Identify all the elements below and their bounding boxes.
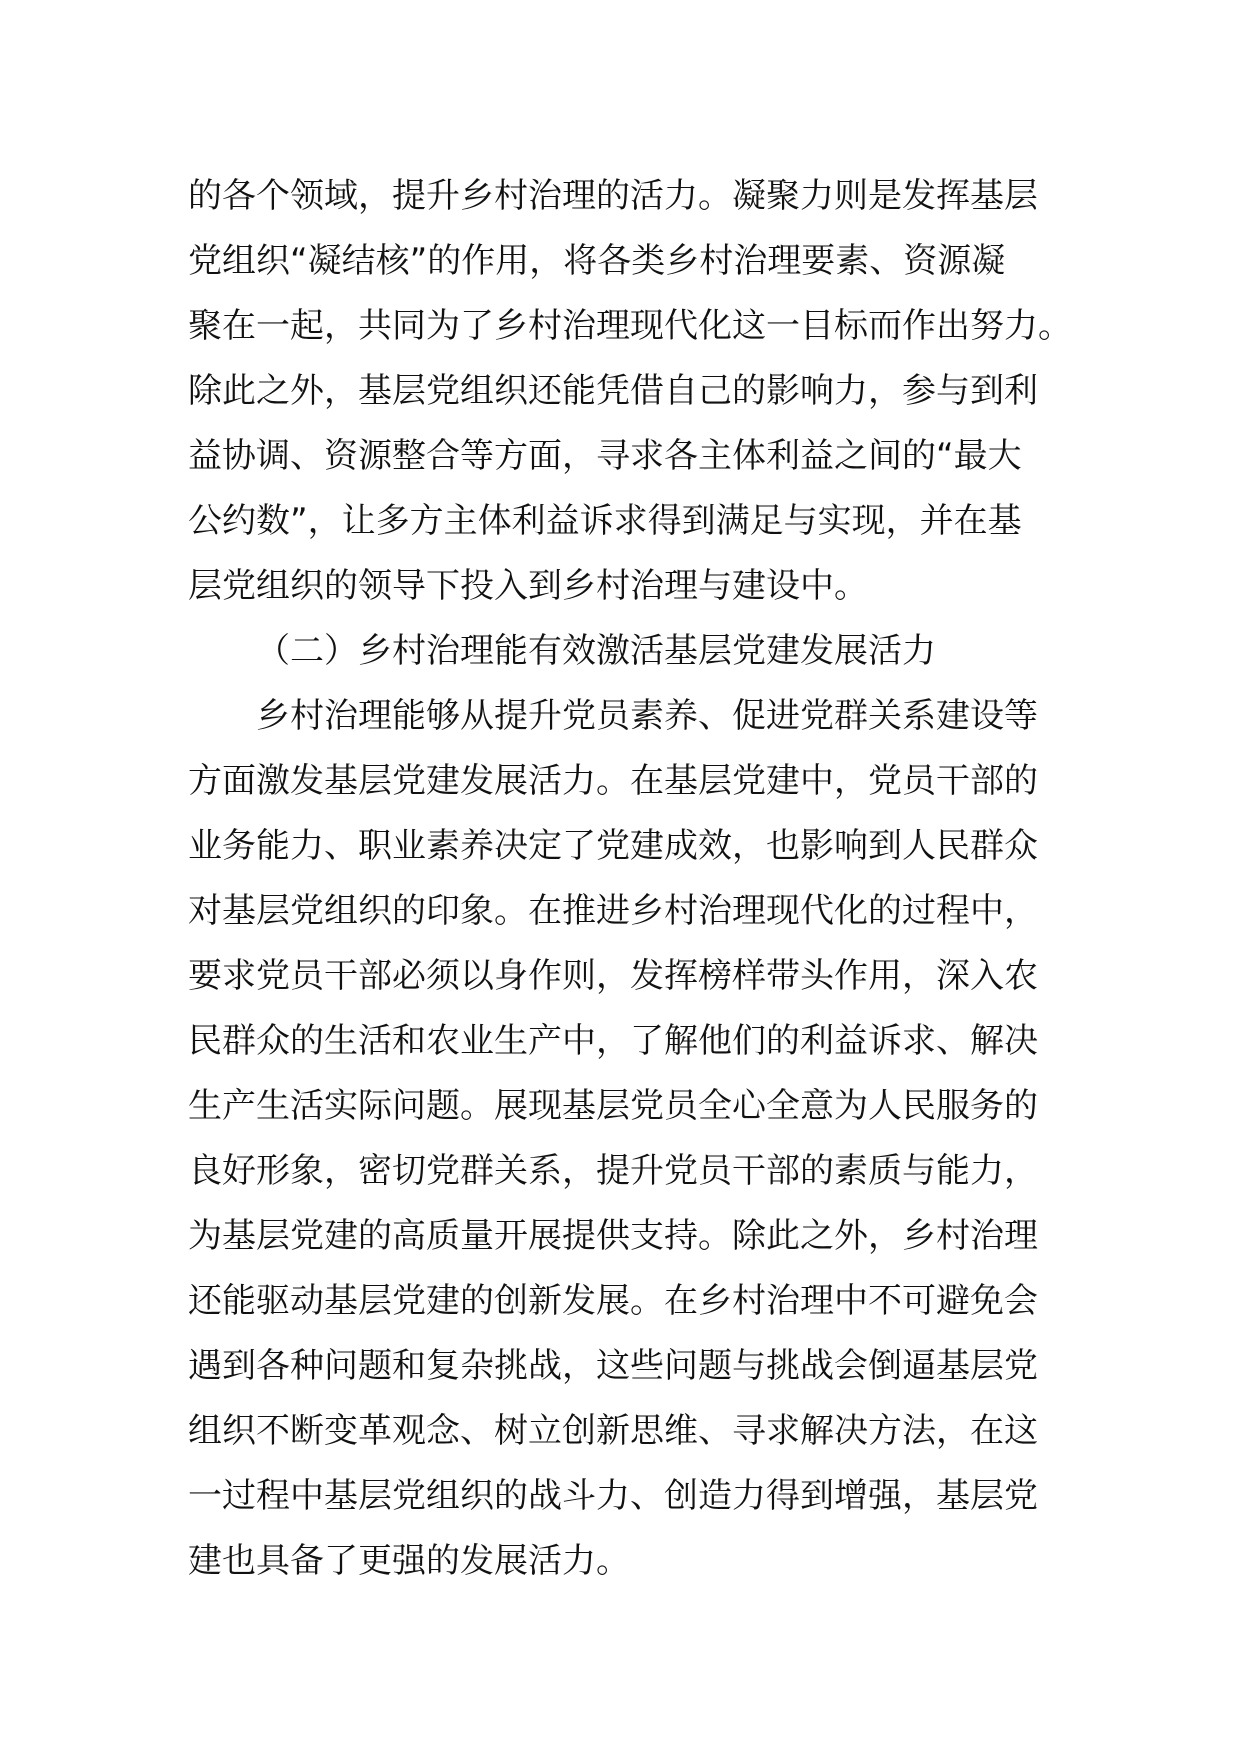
text-line: 除此之外，基层党组织还能凭借自己的影响力，参与到利 [188,371,1038,411]
text-line: 乡村治理能够从提升党员素养、促进党群关系建设等 [256,696,1038,736]
text-line: 业务能力、职业素养决定了党建成效，也影响到人民群众 [188,826,1038,866]
text-line: 一过程中基层党组织的战斗力、创造力得到增强，基层党 [188,1476,1038,1516]
text-line: 良好形象，密切党群关系，提升党员干部的素质与能力， [188,1151,1038,1191]
text-line: 民群众的生活和农业生产中，了解他们的利益诉求、解决 [188,1021,1038,1061]
text-line: 要求党员干部必须以身作则，发挥榜样带头作用，深入农 [188,956,1038,996]
text-line: 公约数”，让多方主体利益诉求得到满足与实现，并在基 [188,501,1022,541]
text-line: 组织不断变革观念、树立创新思维、寻求解决方法，在这 [188,1411,1038,1451]
text-line: 益协调、资源整合等方面，寻求各主体利益之间的“最大 [188,436,1022,476]
text-line: 层党组织的领导下投入到乡村治理与建设中。 [188,566,868,606]
text-line: 的各个领域，提升乡村治理的活力。凝聚力则是发挥基层 [188,176,1038,216]
text-line: 为基层党建的高质量开展提供支持。除此之外，乡村治理 [188,1216,1038,1256]
text-line: 还能驱动基层党建的创新发展。在乡村治理中不可避免会 [188,1281,1038,1321]
text-line: 方面激发基层党建发展活力。在基层党建中，党员干部的 [188,761,1038,801]
text-line: 遇到各种问题和复杂挑战，这些问题与挑战会倒逼基层党 [188,1346,1038,1386]
text-line: 生产生活实际问题。展现基层党员全心全意为人民服务的 [188,1086,1038,1126]
text-line: 对基层党组织的印象。在推进乡村治理现代化的过程中， [188,891,1038,931]
text-line: 党组织“凝结核”的作用，将各类乡村治理要素、资源凝 [188,241,1006,281]
section-heading: （二）乡村治理能有效激活基层党建发展活力 [256,631,936,671]
text-line: 建也具备了更强的发展活力。 [188,1541,630,1581]
body-text [188,164,1072,1594]
text-line: 聚在一起，共同为了乡村治理现代化这一目标而作出努力。 [188,306,1072,346]
